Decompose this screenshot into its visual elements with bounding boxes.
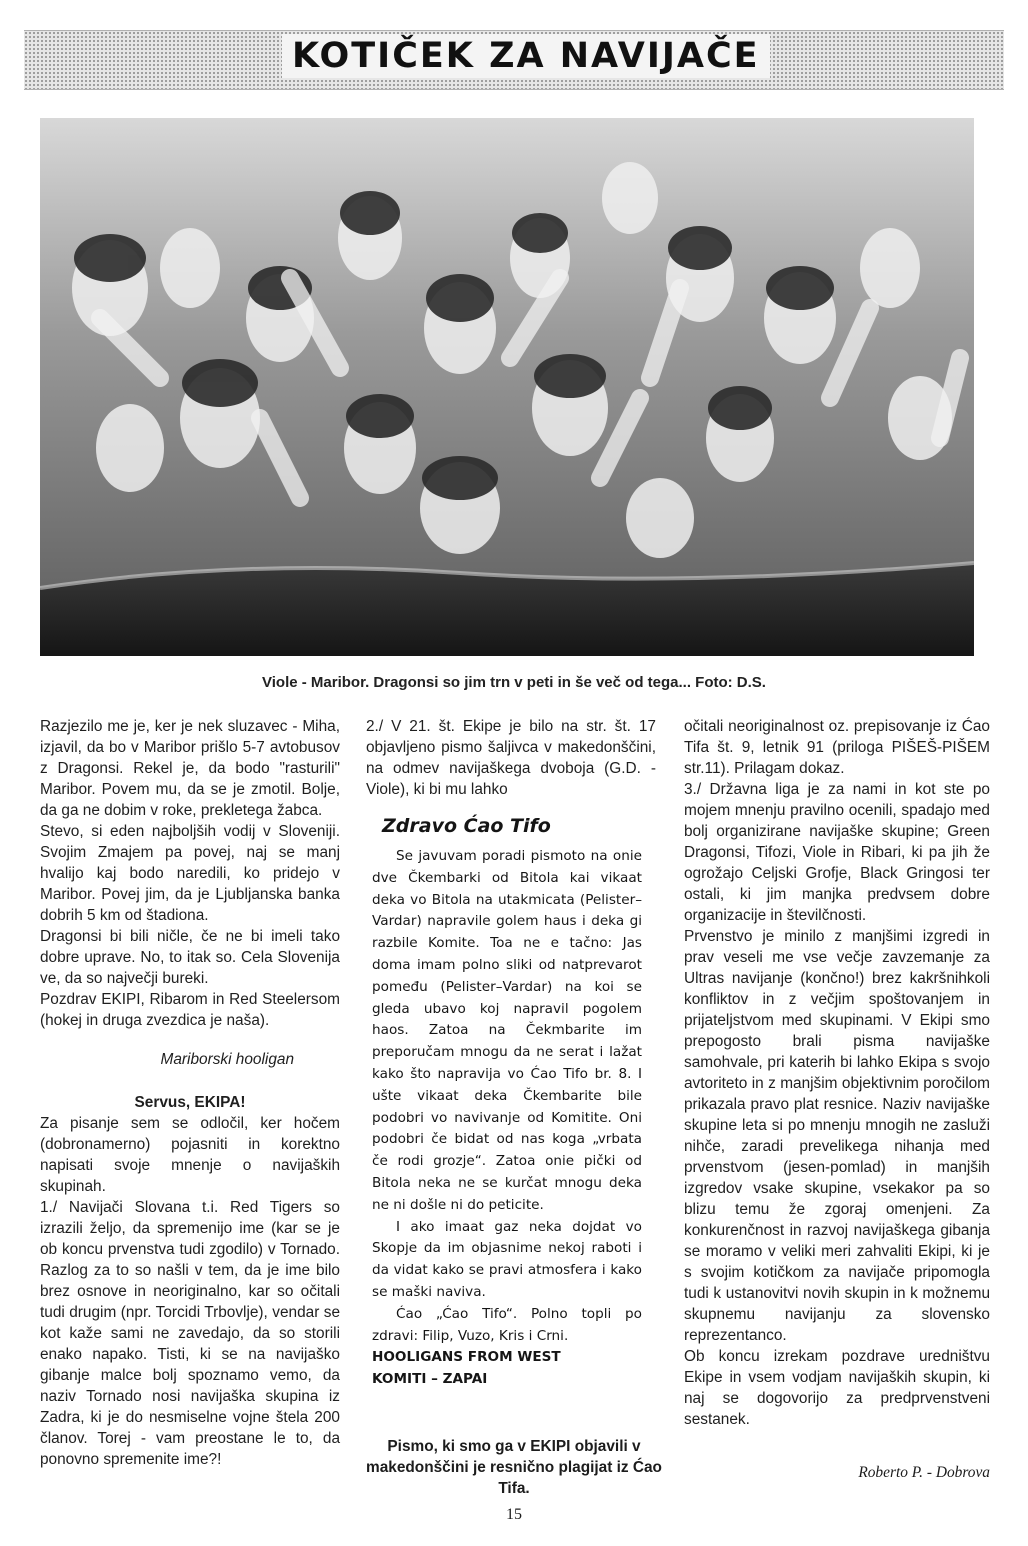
letter-heading: Servus, EKIPA! — [134, 1094, 246, 1111]
paragraph: 1./ Navijači Slovana t.i. Red Tigers so izrazili željo, da spremenijo ime (kar se je ob koncu prvenstva tudi zgodilo) v Tornado. Razlog za to so našli v tem, da je ime bilo brez osnove in neoriginalno, kar so očitali tudi drugim (npr. Torcidi Trbovlje), vendar se kot kaže sami ne zavedajo, da so storili enako napako. Tisti, ki se na navijaško gibanje malce bolj spoznamo vemo, da naziv Tornado nosi navijaška skupina iz Zadra, ki je do nesmiselne vojne štela 200 članov. Torej - vam preostane le to, da ponovno spremenite ime?! — [40, 1199, 340, 1468]
paragraph: Se javuvam poradi pismoto na onie dve Čkembarki od Bitola kai vikaat deka vo Bitola na utakmicata (Pelister–Vardar) napravile golem haus i deka gi razbile Komite. Toa ne e tačno: Jas doma imam polno sliki od natprevarot pomeđu (Pelister–Vardar) na koi se gleda ubavo koj napravil pogolem haos. Zatoa na Čekmbarite im preporučam mnogu da ne serat i lažat kako što napravija vo Ćao Tifo br. 8. I ušte vikaat deka Čkembarite bile podobri vo navivanje od Komitite. Oni podobri če bidat od nas koga „vrbata če rodi grozje“. Zatoa onie pički od Bitola neka ne se kurčat mnogu deka ne ni došle ni do peticite. — [372, 848, 642, 1213]
page-title: KOTIČEK ZA NAVIJAČE — [282, 34, 770, 78]
crowd-photo-image — [40, 118, 974, 656]
paragraph: očitali neoriginalnost oz. prepisovanje iz Ćao Tifa št. 9, letnik 91 (priloga PIŠEŠ-PIŠEM str.11). Prilagam dokaz. — [684, 718, 990, 777]
page-number: 15 — [506, 1506, 522, 1523]
paragraph: Pozdrav EKIPI, Ribarom in Red Steelersom (hokej in druga zvezdica je naša). — [40, 991, 340, 1029]
paragraph: 3./ Državna liga je za nami in kot ste po mojem mnenju pravilno ocenili, spadajo med bolj organizirane navijaške skupine; Green Dragonsi, Tifozi, Viole in Ribari, ki pa jih že ogrožajo Celjski Grofje, Black Gringosi ter ostali, ki jim manjka predvsem dobre organizacije in številčnosti. — [684, 781, 990, 924]
paragraph: Ob koncu izrekam pozdrave uredništvu Ekipe in vsem vodjam navijaških skupin, ki naj se dogovorijo za predprvenstveni sestanek. — [684, 1348, 990, 1428]
column-right — [684, 716, 990, 1430]
macedonian-signoff: HOOLIGANS FROM WEST — [372, 1349, 561, 1366]
paragraph: Dragonsi bi bili ničle, če ne bi imeli tako dobre uprave. No, to itak so. Cela Slovenija ve, da so največji bureki. — [40, 928, 340, 987]
macedonian-signoff: KOMITI – ZAPAI — [372, 1371, 488, 1388]
macedonian-letter-title: Zdravo Ćao Tifo — [382, 815, 551, 837]
paragraph: Za pisanje sem se odločil, ker hočem (dobronamerno) pojasniti in korektno napisati svoje mnenje o navijaških skupinah. — [40, 1115, 340, 1195]
paragraph: Stevo, si eden najboljših vodij v Sloveniji. Svojim Zmajem pa povej, naj se manj hvalijo kaj bodo naredili, ko pridejo v Maribor. Povej jim, da je Ljubljanska banka dobrih 5 km od štadiona. — [40, 823, 340, 924]
paragraph: Ćao „Ćao Tifo“. Polno topli po zdravi: Filip, Vuzo, Kris i Crni. — [372, 1305, 642, 1344]
crowd-photo — [40, 118, 974, 656]
paragraph: Prvenstvo je minilo z manjšimi izgredi in prav veseli me vse večje zavzemanje za Ultras navijanje (končno!) brez kakršnihkoli konfliktov in z večjim spoštovanjem in prijateljstvom med skupinami. V Ekipi smo prepogosto brali pisma navijaške samohvale, pri katerih bi lahko Ekipa s svojo avtoriteto in z manjšim objektivnim poročilom prikazala pravo plat resnice. Naziv navijaške skupine leta si po mnenju mnogih ne zasluži nihče, zaradi prevelikega nihanja med prvenstvom (jesen-pomlad) in manjših izgredov vsake skupine, vsekakor pa so blizu temu že zgoraj omenjeni. Za konkurenčnost in razvoj navijaškega gibanja se moramo v veliki meri zahvaliti Ekipi, ki je s svojim kotičkom za navijače pripomogla tudi k ustanovitvi novih skupin in k možnemu skupnemu navijanju za slovensko reprezentanco. — [684, 928, 990, 1344]
plagiarism-note: Pismo, ki smo ga v EKIPI objavili v makedonščini je resnično plagijat iz Ćao Tifa. — [366, 1438, 662, 1497]
macedonian-letter — [372, 814, 642, 1391]
column-middle — [366, 716, 656, 800]
letter-signature: Roberto P. - Dobrova — [858, 1464, 990, 1481]
letter-signature: Mariborski hooligan — [160, 1051, 294, 1068]
photo-caption: Viole - Maribor. Dragonsi so jim trn v peti in še več od tega... Foto: D.S. — [262, 674, 766, 691]
paragraph: 2./ V 21. št. Ekipe je bilo na str. št. 17 objavljeno pismo šaljivca v makedonščini, na odmev navijaškega dvoboja (G.D. - Viole), ki bi mu lahko — [366, 718, 656, 798]
paragraph: I ako imaat gaz neka dojdat vo Skopje da im objasnime nekoj raboti i da vidat kako se pravi atmosfera i kako se maški naviva. — [372, 1218, 642, 1300]
paragraph: Razjezilo me je, ker je nek sluzavec - Miha, izjavil, da bo v Maribor prišlo 5-7 avtobusov z Dragonsi. Rekel je, da bodo "rasturili" Maribor. Povem mu, da se je zmotil. Bolje, da ga ne dobim v roke, prekletega žabca. — [40, 718, 340, 819]
column-left — [40, 716, 340, 1470]
